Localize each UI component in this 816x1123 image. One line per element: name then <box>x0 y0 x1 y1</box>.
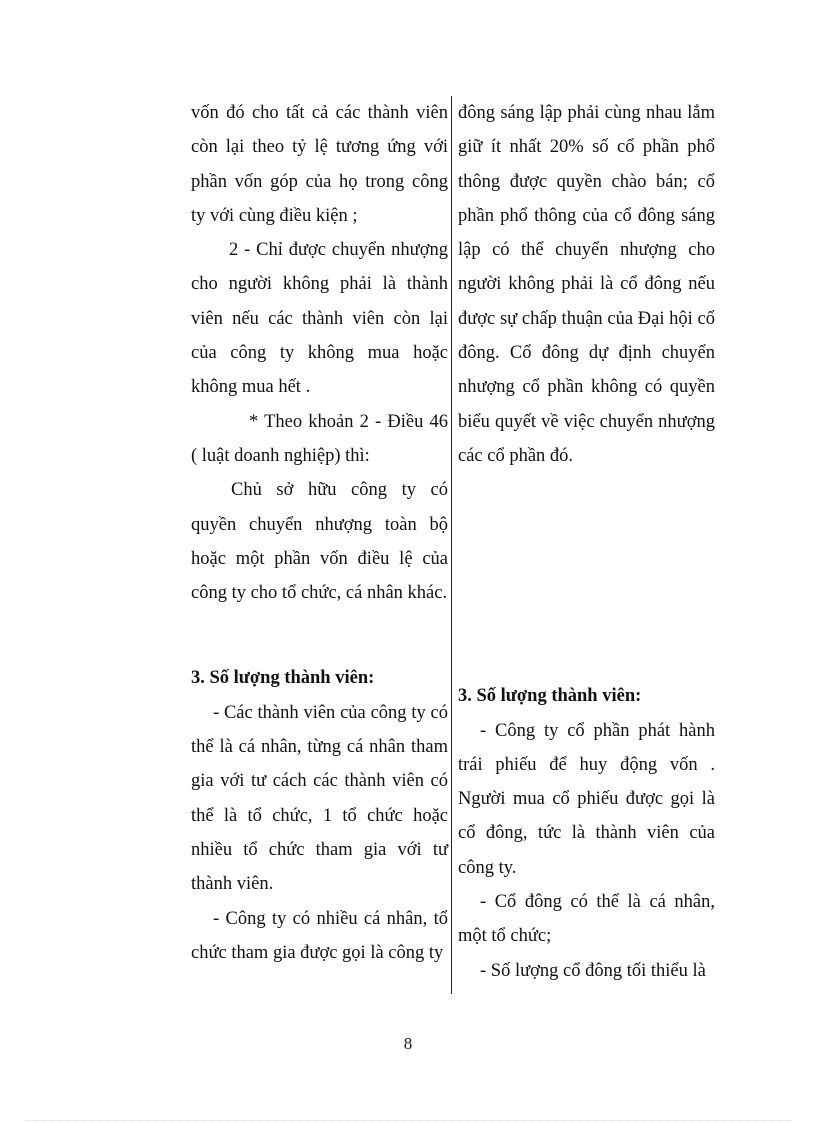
left-paragraph-5: - Các thành viên của công ty có thể là cá nhân, từng cá nhân tham gia với tư cách các thành viên có thể là tổ chức, 1 tổ chức hoặc nhiều tổ chức tham gia với tư thành viên. <box>191 702 448 895</box>
right-column <box>458 96 715 988</box>
left-paragraph-4: Chủ sở hữu công ty có quyền chuyển nhượng toàn bộ hoặc một phần vốn điều lệ của công ty cho tổ chức, cá nhân khác. <box>191 480 448 604</box>
left-column <box>191 96 448 970</box>
page-bottom-border <box>25 1120 791 1121</box>
left-section-heading: 3. Số lượng thành viên: <box>191 668 375 689</box>
left-paragraph-2: 2 - Chỉ được chuyển nhượng cho người không phải là thành viên nếu các thành viên còn lại của công ty không mua hoặc không mua hết . <box>191 240 448 398</box>
left-paragraph-3: * Theo khoản 2 - Điều 46 ( luật doanh nghiệp) thì: <box>191 411 448 466</box>
right-paragraph-4: - Số lượng cổ đông tối thiểu là <box>480 960 706 981</box>
left-paragraph-1: vốn đó cho tất cả các thành viên còn lại theo tỷ lệ tương ứng với phần vốn góp của họ trong công ty với cùng điều kiện ; <box>191 103 448 226</box>
left-paragraph-6: - Công ty có nhiều cá nhân, tổ chức tham gia được gọi là công ty <box>191 908 448 963</box>
right-paragraph-2: - Công ty cổ phần phát hành trái phiếu để huy động vốn . Người mua cổ phiếu được gọi là cổ đông, tức là thành viên của công ty. <box>458 720 715 878</box>
page-number: 8 <box>403 1034 413 1053</box>
right-spacer <box>458 473 715 679</box>
right-paragraph-3: - Cổ đông có thể là cá nhân, một tổ chức; <box>458 892 715 947</box>
column-divider <box>451 96 452 994</box>
right-paragraph-1: đông sáng lập phải cùng nhau lắm giữ ít nhất 20% số cổ phần phổ thông được quyền chào bán; cổ phần phổ thông của cổ đông sáng lập có thể chuyển nhượng cho người không phải là cổ đông nếu được sự chấp thuận của Đại hội cổ đông. Cổ đông dự định chuyển nhượng cổ phần không có quyền biểu quyết về việc chuyển nhượng các cổ phần đó. <box>458 103 715 466</box>
right-section-heading: 3. Số lượng thành viên: <box>458 686 642 707</box>
left-spacer <box>191 610 448 661</box>
